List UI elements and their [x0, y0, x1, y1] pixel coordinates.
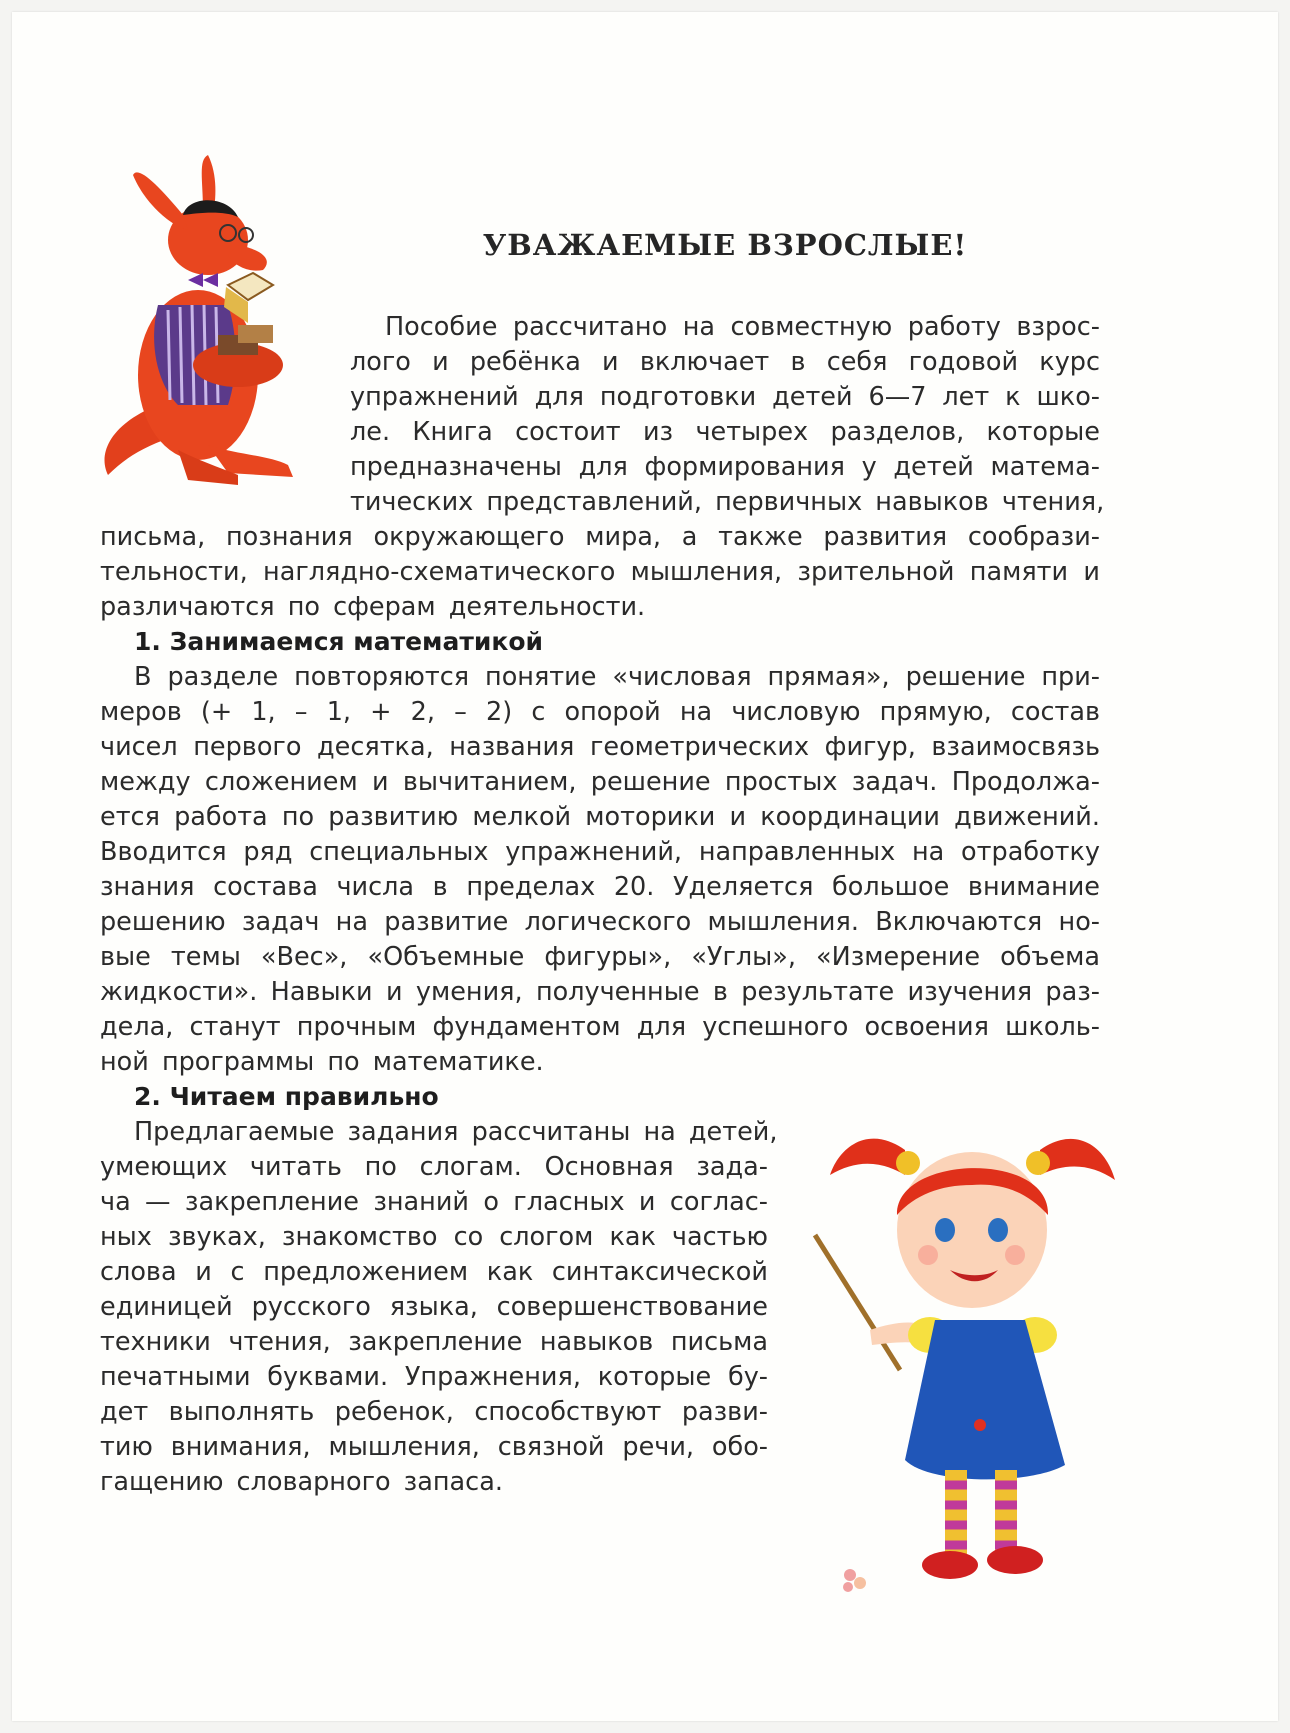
intro-line: письма, познания окружающего мира, а также развития сообрази- — [100, 522, 1100, 552]
section1-line: ется работа по развитию мелкой моторики и координации движений. — [100, 802, 1100, 832]
section2-line: гащению словарного запаса. — [100, 1467, 503, 1497]
section1-line: знания состава числа в пределах 20. Уделяется большое внимание — [100, 872, 1100, 902]
section2-line: ча — закрепление знаний о гласных и соглас- — [100, 1187, 768, 1217]
section2-line: печатными буквами. Упражнения, которые бу- — [100, 1362, 768, 1392]
section1-line: ной программы по математике. — [100, 1047, 544, 1077]
page-title: УВАЖАЕМЫЕ ВЗРОСЛЫЕ! — [482, 228, 968, 262]
intro-line: различаются по сферам деятельности. — [100, 592, 646, 622]
section2-line: Предлагаемые задания рассчитаны на детей, — [134, 1117, 778, 1147]
girl-illustration — [810, 1105, 1120, 1615]
intro-line: предназначены для формирования у детей матема- — [350, 452, 1100, 482]
section2-line: техники чтения, закрепление навыков письма — [100, 1327, 768, 1357]
intro-line: упражнений для подготовки детей 6—7 лет к шко- — [350, 382, 1100, 412]
section1-line: между сложением и вычитанием, решение простых задач. Продолжа- — [100, 767, 1100, 797]
section-heading-math: 1. Занимаемся математикой — [134, 627, 544, 656]
section2-line: умеющих читать по слогам. Основная зада- — [100, 1152, 768, 1182]
intro-line: ле. Книга состоит из четырех разделов, которые — [350, 417, 1100, 447]
section-heading-reading: 2. Читаем правильно — [134, 1082, 439, 1111]
section2-line: дет выполнять ребенок, способствуют разви- — [100, 1397, 768, 1427]
section1-line: решению задач на развитие логического мышления. Включаются но- — [100, 907, 1100, 937]
section1-line: дела, станут прочным фундаментом для успешного освоения школь- — [100, 1012, 1100, 1042]
kangaroo-illustration — [88, 155, 308, 495]
section2-line: слова и с предложением как синтаксической — [100, 1257, 768, 1287]
section1-line: вые темы «Вес», «Объемные фигуры», «Углы», «Измерение объема — [100, 942, 1100, 972]
section2-line: ных звуках, знакомство со слогом как частью — [100, 1222, 768, 1252]
section1-line: чисел первого десятка, названия геометрических фигур, взаимосвязь — [100, 732, 1100, 762]
section1-line: В разделе повторяются понятие «числовая прямая», решение при- — [134, 662, 1100, 692]
intro-line: тических представлений, первичных навыков чтения, — [350, 487, 1105, 517]
section2-line: тию внимания, мышления, связной речи, обо- — [100, 1432, 768, 1462]
section1-line: меров (+ 1, – 1, + 2, – 2) с опорой на числовую прямую, состав — [100, 697, 1100, 727]
intro-line: лого и ребёнка и включает в себя годовой курс — [350, 347, 1100, 377]
section1-line: жидкости». Навыки и умения, полученные в результате изучения раз- — [100, 977, 1100, 1007]
intro-line: тельности, наглядно-схематического мышления, зрительной памяти и — [100, 557, 1100, 587]
section1-line: Вводится ряд специальных упражнений, направленных на отработку — [100, 837, 1100, 867]
intro-line: Пособие рассчитано на совместную работу взрос- — [385, 312, 1100, 342]
section2-line: единицей русского языка, совершенствование — [100, 1292, 768, 1322]
